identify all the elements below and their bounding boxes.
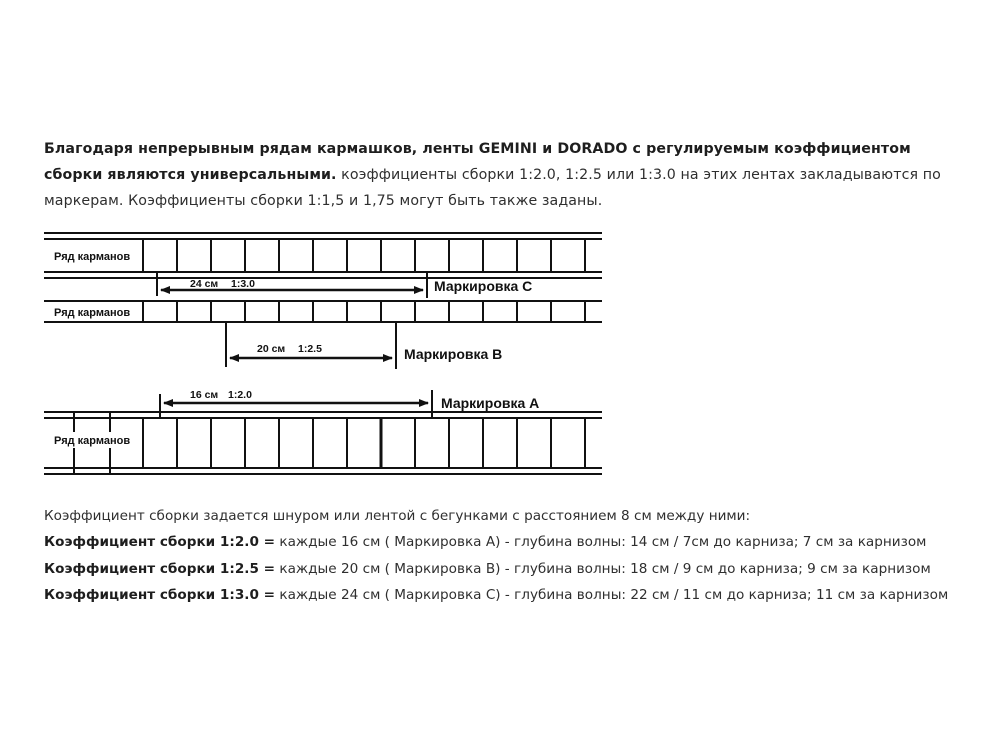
ratio-line-text: каждые 20 см ( Маркировка B) - глубина волны: 18 см / 9 см до карниза; 9 см за карнизом	[275, 560, 931, 577]
pocket-row-label: Ряд карманов	[54, 435, 131, 447]
ratio-intro: Коэффициент сборки задается шнуром или лентой с бегунками с расстоянием 8 см между ними:	[44, 508, 751, 524]
intro-regular-text: коэффициенты сборки 1:2.0, 1:2.5 или 1:3.0 на этих лентах закладываются по маркерам. Коэффициенты сборки 1:1,5 и 1,75 могут быть также заданы.	[44, 167, 941, 209]
ratio-line-text: каждые 24 см ( Маркировка C) - глубина волны: 22 см / 11 см до карниза; 11 см за карнизом	[275, 586, 949, 603]
ratio-line-2-5	[44, 556, 984, 582]
ratio-line-text: каждые 16 см ( Маркировка A) - глубина волны: 14 см / 7см до карниза; 7 см за карнизом	[275, 534, 927, 551]
marker-a-label: Маркировка A	[441, 395, 540, 411]
marker-c-ratio: 1:3.0	[231, 278, 255, 290]
pocket-row-label: Ряд карманов	[54, 251, 131, 263]
marker-a-distance: 16 см	[190, 389, 219, 401]
marker-c-distance: 24 см	[190, 278, 219, 290]
ratio-line-label: Коэффициент сборки 1:2.5 =	[44, 560, 276, 577]
marker-b-ratio: 1:2.5	[298, 343, 322, 355]
ratio-line-3-0	[44, 582, 984, 608]
marker-b-distance: 20 см	[257, 343, 286, 355]
marker-b-label: Маркировка B	[404, 346, 503, 362]
marker-c-label: Маркировка C	[434, 278, 533, 294]
pocket-row-label: Ряд карманов	[54, 307, 131, 319]
ratio-explanation	[44, 503, 984, 608]
ratio-line-2-0	[44, 529, 984, 555]
ratio-line-label: Коэффициент сборки 1:2.0 =	[44, 534, 276, 551]
intro-bold-text: Благодаря непрерывным рядам кармашков, ленты GEMINI и DORADO с регулируемым коэффициентом сборки являются универсальными.	[44, 141, 911, 183]
ratio-line-label: Коэффициент сборки 1:3.0 =	[44, 586, 276, 603]
marker-a-ratio: 1:2.0	[228, 389, 252, 401]
